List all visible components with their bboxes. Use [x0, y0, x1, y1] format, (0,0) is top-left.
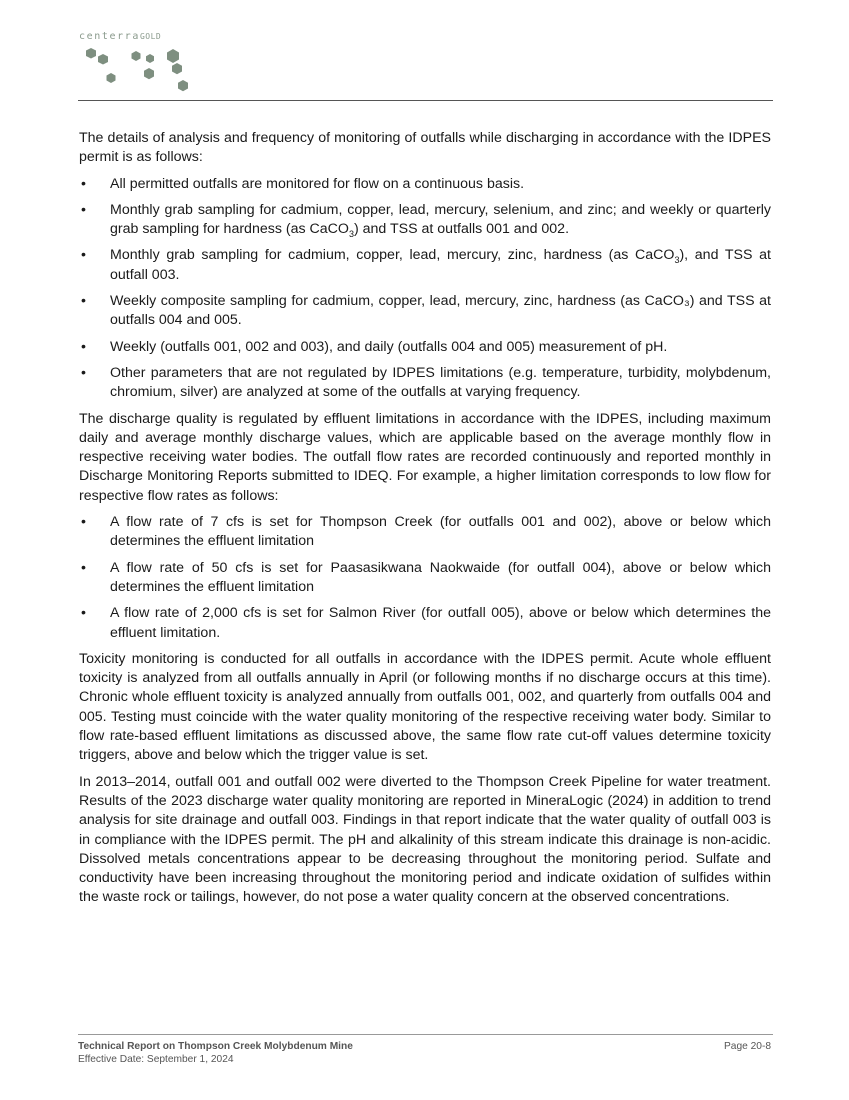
list-item: • Weekly composite sampling for cadmium, copper, lead, mercury, zinc, hardness (as CaCO₃) and TSS at outfalls 004 and 005.: [79, 292, 771, 331]
list-item: • A flow rate of 7 cfs is set for Thompson Creek (for outfalls 001 and 002), above or below which determines the effluent limitation: [79, 513, 771, 552]
subscript-text: 3: [674, 255, 680, 266]
hexagon-logo-icon: [78, 44, 198, 96]
list-item: • A flow rate of 2,000 cfs is set for Salmon River (for outfall 005), above or below which determines the effluent limitation.: [79, 604, 771, 643]
logo-gold-text: GOLD: [139, 32, 162, 41]
list-item: • All permitted outfalls are monitored for flow on a continuous basis.: [79, 175, 771, 194]
bullet-text: ) and TSS at outfalls 001 and 002.: [353, 221, 570, 238]
effective-date: Effective Date: September 1, 2024: [78, 1054, 234, 1065]
page-footer: [78, 1034, 773, 1066]
company-logo-wordmark: [79, 31, 161, 42]
list-item: • A flow rate of 50 cfs is set for Paasasikwana Naokwaide (for outfall 004), above or below which determines the effluent limitation: [79, 559, 771, 598]
subscript-text: 3: [348, 229, 354, 240]
document-body: [79, 129, 771, 915]
bullet-text: Monthly grab sampling for cadmium, copper, lead, mercury, zinc, hardness (as CaCO: [110, 247, 675, 264]
page-header: [78, 30, 773, 101]
flow-bullet-list: [79, 513, 771, 643]
list-item: [79, 246, 771, 285]
results-paragraph: In 2013–2014, outfall 001 and outfall 002 were diverted to the Thompson Creek Pipeline for water treatment. Results of the 2023 discharge water quality monitoring are reported in MineraLogic (2024) in addition to trend analysis for site drainage and outfall 003. Findings in that report indicate that the water quality of outfall 003 is in compliance with the IDPES permit. The pH and alkalinity of this stream indicate this drainage is non-acidic. Dissolved metals concentrations appear to be decreasing throughout the monitoring period. Sulfate and conductivity have been increasing throughout the monitoring period and indicate oxidation of sulfides within the waste rock or tailings, however, do not pose a water quality concern at the observed concentrations.: [79, 773, 771, 906]
bullet-text: ), and TSS at outfall 003.: [110, 247, 771, 283]
report-title: Technical Report on Thompson Creek Molybdenum Mine: [78, 1041, 353, 1052]
discharge-paragraph: The discharge quality is regulated by effluent limitations in accordance with the IDPES, including maximum daily and average monthly discharge values, which are applicable based on the average monthly flow in respective receiving water bodies. The outfall flow rates are recorded continuously and reported monthly in Discharge Monitoring Reports submitted to IDEQ. For example, a higher limitation corresponds to low flow for respective flow rates as follows:: [79, 410, 771, 504]
bullet-text: Monthly grab sampling for cadmium, copper, lead, mercury, selenium, and zinc; and weekly or quarterly grab sampling for hardness (as CaCO: [110, 201, 771, 238]
logo-main-text: centerra: [79, 31, 140, 42]
toxicity-paragraph: Toxicity monitoring is conducted for all outfalls in accordance with the IDPES permit. Acute whole effluent toxicity is analyzed from all outfalls annually in April (or following months if no discharge occurs at this time). Chronic whole effluent toxicity is analyzed annually from outfalls 001, 002, and quarterly from outfalls 004 and 005. Testing must coincide with the water quality monitoring of the respective receiving water body. Similar to flow rate-based effluent limitations as discussed above, the same flow rate cut-off values determine toxicity triggers, above and below which the trigger value is set.: [79, 650, 771, 764]
page-number: Page 20-8: [723, 1041, 771, 1052]
list-item: • Weekly (outfalls 001, 002 and 003), and daily (outfalls 004 and 005) measurement of pH.: [79, 338, 771, 357]
list-item: [79, 201, 771, 240]
monitoring-bullet-list: [79, 175, 771, 403]
list-item: • Other parameters that are not regulated by IDPES limitations (e.g. temperature, turbidity, molybdenum, chromium, silver) are analyzed at some of the outfalls at varying frequency.: [79, 364, 771, 403]
intro-paragraph: The details of analysis and frequency of monitoring of outfalls while discharging in accordance with the IDPES permit is as follows:: [79, 130, 771, 166]
